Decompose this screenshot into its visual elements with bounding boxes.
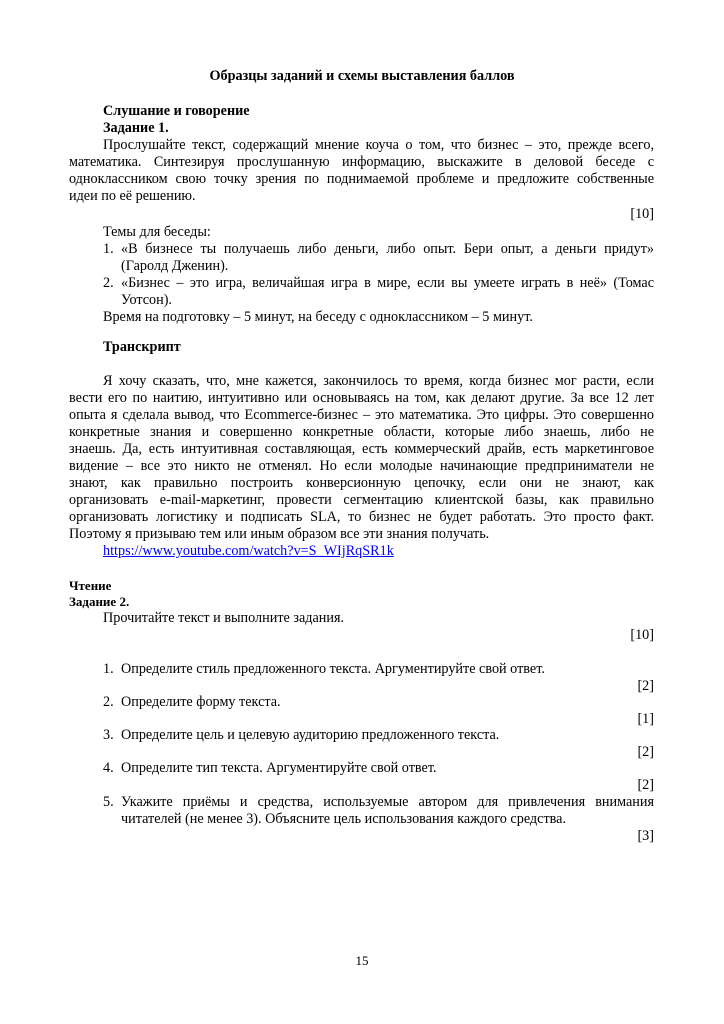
topic-1-number: 1. — [103, 241, 114, 257]
question-5-line-1: Укажите приёмы и средства, используемые автором для привлечения внимания — [121, 794, 654, 810]
question-2-text: Определите форму текста. — [121, 694, 281, 710]
question-1-number: 1. — [103, 661, 114, 677]
question-3-points: [2] — [637, 744, 654, 760]
transcript-line-2: вести его по наитию, интуитивно или основываясь на том, как делают другие. За все 12 лет — [69, 390, 654, 406]
question-5-points: [3] — [637, 828, 654, 844]
question-5-number: 5. — [103, 794, 114, 810]
transcript-line-7: знают, как правильно построить конверсионную цепочку, если они не знают, как — [69, 475, 654, 491]
transcript-line-6: видение – все это никто не отменял. Но если молодые начинающие предприниматели не — [69, 458, 654, 474]
transcript-line-9: организовать логистику и подписать SLA, то бизнес не будет работать. Это просто факт. — [69, 509, 654, 525]
question-4-text: Определите тип текста. Аргументируйте свой ответ. — [121, 760, 437, 776]
page-number: 15 — [355, 953, 369, 968]
task1-line-4: идеи по её решению. — [69, 188, 196, 204]
transcript-line-3: опыта я сделала вывод, что Ecommerce-бизнес – это математика. Это цифры. Это совершенно — [69, 407, 654, 423]
question-1-text: Определите стиль предложенного текста. Аргументируйте свой ответ. — [121, 661, 545, 677]
task1-line-1: Прослушайте текст, содержащий мнение коуча о том, что бизнес – это, прежде всего, — [103, 137, 654, 153]
question-1-points: [2] — [637, 678, 654, 694]
transcript-line-10: Поэтому я призываю тем или иным образом все эти знания получать. — [69, 526, 490, 542]
section-title-listening: Слушание и говорение — [103, 103, 250, 119]
question-3-number: 3. — [103, 727, 114, 743]
task2-points: [10] — [630, 627, 654, 643]
task-title-1: Задание 1. — [103, 120, 169, 136]
transcript-line-8: организовать e-mail-маркетинг, провести сегментацию клиентской базы, как правильно — [69, 492, 654, 508]
transcript-line-1: Я хочу сказать, что, мне кажется, закончилось то время, когда бизнес мог расти, если — [103, 373, 654, 389]
transcript-line-4: конкретные знания и совершенно конкретные области, которые либо знаешь, либо не — [69, 424, 654, 440]
source-link[interactable]: https://www.youtube.com/watch?v=S_WIjRqSR1k — [103, 543, 394, 559]
time-note: Время на подготовку – 5 минут, на беседу с одноклассником – 5 минут. — [103, 309, 533, 325]
topic-2-line-2: Уотсон). — [121, 292, 172, 308]
transcript-title: Транскрипт — [103, 339, 181, 355]
section-title-reading: Чтение — [69, 578, 112, 593]
topic-1-line-1: «В бизнесе ты получаешь либо деньги, либо опыт. Бери опыт, а деньги придут» — [121, 241, 654, 257]
task1-points: [10] — [630, 206, 654, 222]
topic-1-line-2: (Гаролд Дженин). — [121, 258, 229, 274]
topic-2-number: 2. — [103, 275, 114, 291]
task-title-2: Задание 2. — [69, 594, 130, 609]
topics-label: Темы для беседы: — [103, 224, 211, 240]
task1-line-2: математика. Синтезируя прослушанную информацию, выскажите в деловой беседе с — [69, 154, 654, 170]
task1-line-3: одноклассником свою точку зрения по поднимаемой проблеме и предложите собственные — [69, 171, 654, 187]
page-heading: Образцы заданий и схемы выставления баллов — [209, 68, 515, 84]
question-4-points: [2] — [637, 777, 654, 793]
question-3-text: Определите цель и целевую аудиторию предложенного текста. — [121, 727, 500, 743]
topic-2-line-1: «Бизнес – это игра, величайшая игра в мире, если вы умеете играть в неё» (Томас — [121, 275, 654, 291]
reading-instruction: Прочитайте текст и выполните задания. — [103, 610, 345, 626]
question-2-number: 2. — [103, 694, 114, 710]
question-5-line-2: читателей (не менее 3). Объясните цель использования каждого средства. — [121, 811, 566, 827]
question-2-points: [1] — [637, 711, 654, 727]
transcript-line-5: знаешь. Да, есть интуитивная составляющая, есть коммерческий драйв, есть маркетинговое — [69, 441, 654, 457]
question-4-number: 4. — [103, 760, 114, 776]
